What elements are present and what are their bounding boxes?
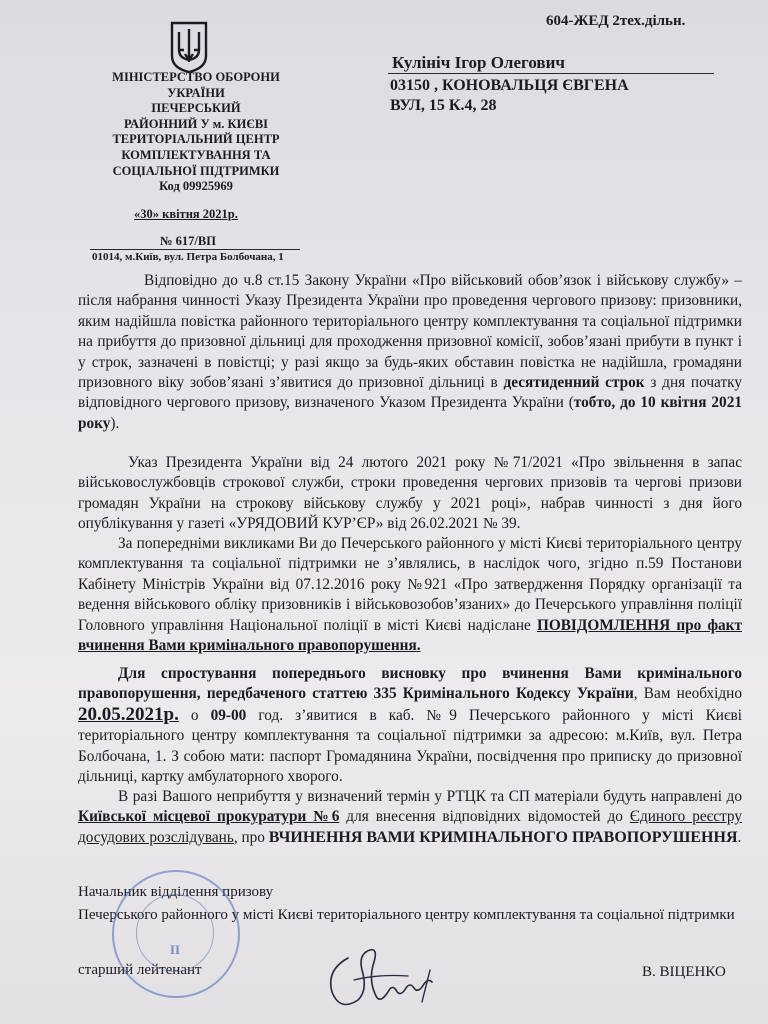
trident-emblem-icon — [168, 20, 210, 74]
ministry-line: ТЕРИТОРІАЛЬНИЙ ЦЕНТР — [112, 132, 280, 147]
p2-text: Указ Президента України від 24 лютого 2021 року №71/2021 «Про звільнення в запас військовослужбовців строкової служби, строки проведення чергових призовів та чергові призови громадян України на строкову військову службу у 2021 році», набрав чинності з дня його опублікування у газеті «УРЯДОВИЙ КУР’ЄР» від 26.02.2021 № 39. — [78, 454, 742, 533]
corner-reference: 604-ЖЕД 2тех.дільн. — [546, 13, 686, 29]
p5-text: для внесення відповідних відомостей до — [339, 808, 630, 826]
p1-text: Відповідно до ч.8 ст.15 Закону України «Про військовий обов’язок і військову службу» – після набрання чинності Указу Президента України про проведення чергового призову: призовники, яким надійшла повістка районного територіального центру комплектування та соціальної підтримки на прибуття до призовної дільниці для проходження призовної комісії, зобов’язані прибути в пункт і у строк, зазначені в повістці; у разі якщо за будь-яких обставин повістка не надійшла, громадяни призовного віку зобов’язані з’явитися до призовної дільниці в — [78, 272, 742, 392]
paragraph-2 — [78, 453, 742, 535]
ministry-header — [96, 70, 296, 195]
signature-rank: старший лейтенант — [78, 962, 202, 978]
ministry-code: Код 09925969 — [159, 179, 233, 194]
recipient-address-2: ВУЛ, 15 К.4, 28 — [390, 97, 497, 114]
p5-prosecutor: Київської місцевої прокуратури №6 — [78, 808, 340, 826]
paragraph-4 — [78, 664, 742, 787]
official-stamp — [112, 870, 240, 998]
p1-text: ). — [110, 414, 120, 432]
ministry-line: КОМПЛЕКТУВАННЯ ТА — [121, 147, 271, 162]
p4-text: , Вам необхідно — [633, 685, 742, 703]
p5-registry: Єдиного реєстру досудових розслідувань — [78, 808, 742, 846]
ministry-line: МІНІСТЕРСТВО ОБОРОНИ — [112, 70, 280, 84]
p5-bold: ВЧИНЕННЯ ВАМИ КРИМІНАЛЬНОГО ПРАВОПОРУШЕННЯ — [268, 828, 738, 846]
recipient-name: Кулініч Ігор Олегович — [392, 53, 565, 72]
p4-text: о — [178, 706, 211, 724]
paragraph-1 — [78, 271, 742, 434]
p1-bold: тобто, до 10 квітня 2021 року — [78, 394, 742, 432]
document-number: № 617/ВП — [160, 234, 216, 248]
p4-time: 09-00 — [210, 706, 247, 724]
sender-address: 01014, м.Київ, вул. Петра Болбочана, 1 — [92, 251, 284, 263]
ministry-line: РАЙОННИЙ У м. КИЄВІ — [123, 116, 269, 131]
p1-text: з дня початку відповідного чергового призову, визначеного Указом Президента України ( — [78, 374, 742, 412]
p1-bold: десятиденний строк — [503, 374, 645, 392]
signature-title: Начальник відділення призову — [78, 884, 274, 900]
number-underline — [90, 249, 300, 250]
stamp-number: II — [170, 942, 181, 957]
p3-text: За попередніми викликами Ви до Печерського районного у місті Києві територіального центру комплектування та соціальної підтримки не з’являлись, в наслідок чого, згідно п.59 Постанови Кабінету Міністрів України від 07.12.2016 року №921 «Про затвердження Порядку організації та ведення військового обліку призовників і військовозобов’язаних» до Печерського управління поліції Головного управління Національної поліції в місті Києві надіслане — [78, 535, 742, 634]
p4-text: год. з’явитися в каб. №9 Печерського районного у місті Києві територіального центру комплектування та соціальної підтримки за адресою: м.Київ, вул. Петра Болбочана, 1. З собою мати: паспорт Громадянина України, посвідчення про приписку до призовної дільниці, картку амбулаторного хворого. — [78, 706, 742, 786]
signature-name: В. ВІЦЕНКО — [642, 964, 726, 980]
paragraph-3 — [78, 534, 742, 656]
recipient-address-1: 03150 , КОНОВАЛЬЦЯ ЄВГЕНА — [390, 77, 629, 94]
p3-notice: ПОВІДОМЛЕННЯ про факт вчинення Вами кримінального правопорушення. — [78, 616, 742, 655]
paragraph-5 — [78, 787, 742, 848]
ministry-line: УКРАЇНИ — [167, 85, 225, 100]
signature-department: Печерського районного у місті Києві територіального центру комплектування та соціальної підтримки — [78, 907, 735, 923]
handwritten-signature — [318, 940, 448, 1020]
p5-text: , про — [233, 828, 269, 846]
ministry-line: СОЦІАЛЬНОЇ ПІДТРИМКИ — [112, 163, 280, 178]
recipient-underline — [388, 73, 714, 74]
p5-text: . — [737, 828, 742, 846]
document-date: «30» квітня 2021р. — [134, 207, 238, 221]
p4-bold: Для спростування попереднього висновку про вчинення Вами кримінального правопорушення, передбаченого статтею 335 Кримінального Кодексу України — [78, 665, 742, 703]
p5-text: В разі Вашого неприбуття у визначений термін у РТЦК та СП матеріали будуть направлені до — [118, 788, 742, 805]
stamp-inner-ring — [136, 894, 214, 972]
ministry-line: ПЕЧЕРСЬКИЙ — [151, 101, 241, 116]
p4-date: 20.05.2021р. — [78, 703, 179, 725]
